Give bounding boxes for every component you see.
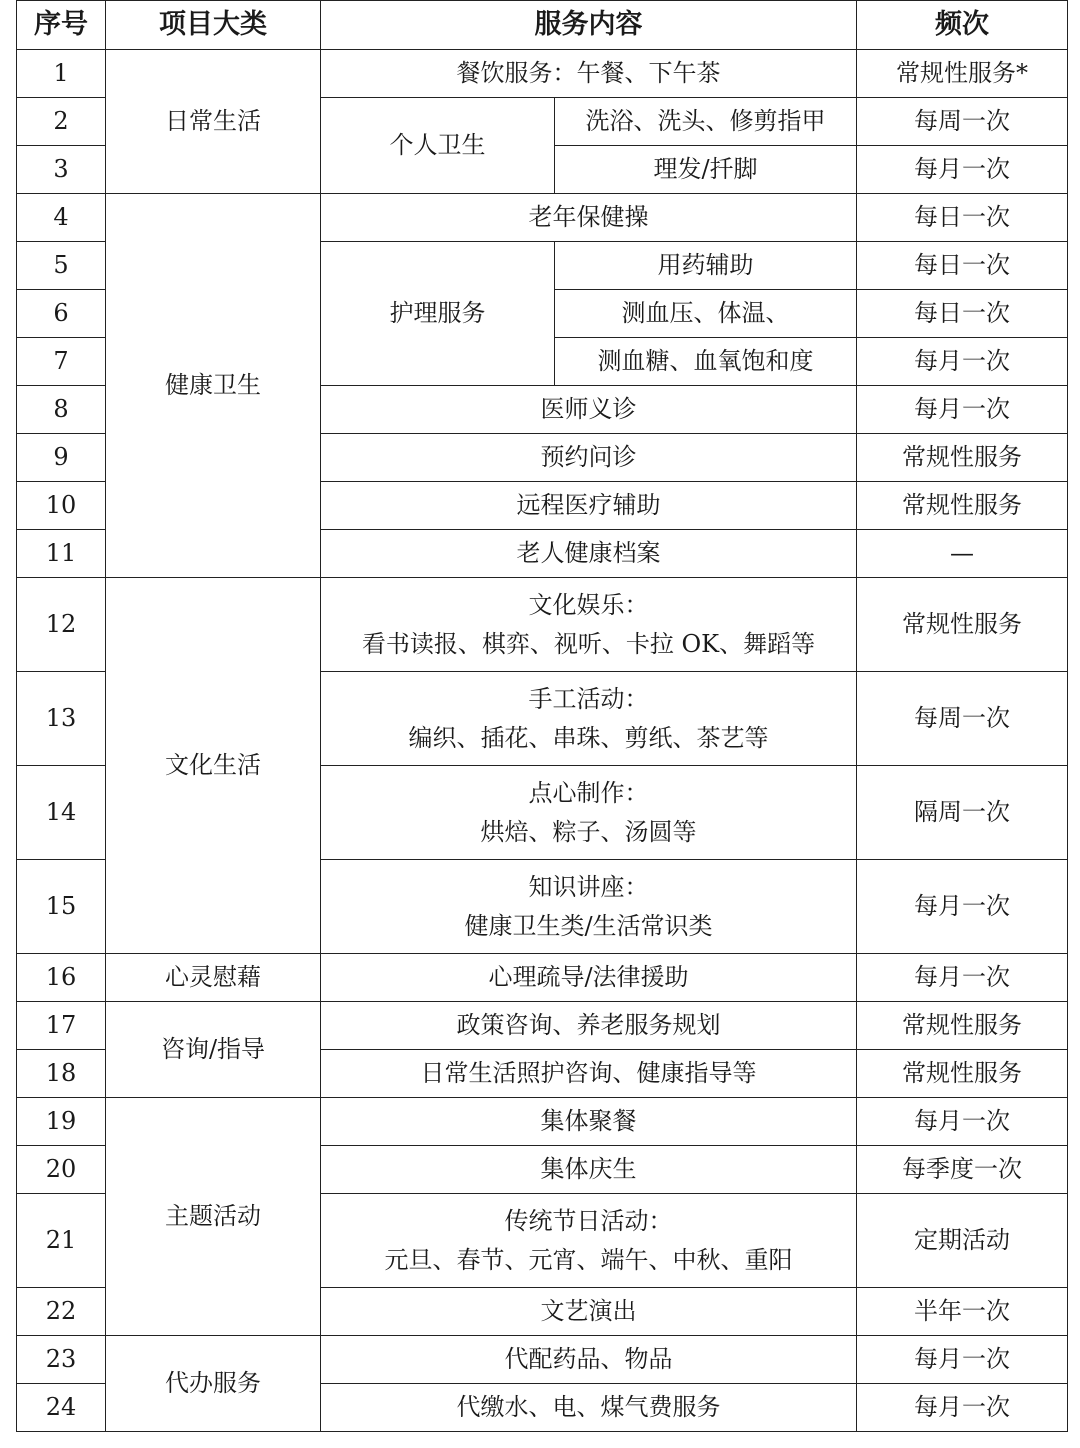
header-frequency: 频次 — [857, 1, 1068, 50]
frequency-cell: 每月一次 — [857, 860, 1068, 954]
content-cell: 老人健康档案 — [321, 530, 857, 578]
content-cell: 理发/扦脚 — [555, 146, 857, 194]
content-cell: 医师义诊 — [321, 386, 857, 434]
content-cell — [321, 578, 857, 672]
content-line-2: 编织、插花、串珠、剪纸、茶艺等 — [408, 723, 769, 752]
row-number: 6 — [17, 290, 106, 338]
row-number: 14 — [17, 766, 106, 860]
subgroup-cell: 护理服务 — [321, 242, 555, 386]
header-category: 项目大类 — [106, 1, 321, 50]
row-number: 3 — [17, 146, 106, 194]
row-number: 15 — [17, 860, 106, 954]
row-number: 19 — [17, 1098, 106, 1146]
row-number: 5 — [17, 242, 106, 290]
table-row — [17, 194, 1068, 242]
table-row — [17, 1336, 1068, 1384]
content-line-2: 元旦、春节、元宵、端午、中秋、重阳 — [384, 1245, 793, 1274]
row-number: 18 — [17, 1050, 106, 1098]
header-row — [17, 1, 1068, 50]
frequency-cell: 每月一次 — [857, 1098, 1068, 1146]
content-cell: 洗浴、洗头、修剪指甲 — [555, 98, 857, 146]
category-cell: 心灵慰藉 — [106, 954, 321, 1002]
service-table — [16, 0, 1068, 1432]
frequency-cell: 每月一次 — [857, 954, 1068, 1002]
content-line-2: 烘焙、粽子、汤圆等 — [480, 817, 697, 846]
frequency-cell: 每月一次 — [857, 1384, 1068, 1432]
content-cell: 集体聚餐 — [321, 1098, 857, 1146]
row-number: 16 — [17, 954, 106, 1002]
frequency-cell: 常规性服务* — [857, 50, 1068, 98]
row-number: 1 — [17, 50, 106, 98]
row-number: 4 — [17, 194, 106, 242]
row-number: 8 — [17, 386, 106, 434]
content-cell: 代缴水、电、煤气费服务 — [321, 1384, 857, 1432]
category-cell: 文化生活 — [106, 578, 321, 954]
table-row — [17, 578, 1068, 672]
content-line-1: 传统节日活动： — [504, 1207, 673, 1236]
content-cell: 用药辅助 — [555, 242, 857, 290]
category-cell: 咨询/指导 — [106, 1002, 321, 1098]
category-cell: 日常生活 — [106, 50, 321, 194]
frequency-cell: 半年一次 — [857, 1288, 1068, 1336]
frequency-cell: 每月一次 — [857, 146, 1068, 194]
content-cell: 测血压、体温、 — [555, 290, 857, 338]
frequency-cell: 常规性服务 — [857, 1002, 1068, 1050]
content-line-2: 健康卫生类/生活常识类 — [464, 911, 713, 940]
row-number: 12 — [17, 578, 106, 672]
content-cell: 日常生活照护咨询、健康指导等 — [321, 1050, 857, 1098]
frequency-cell: — — [857, 530, 1068, 578]
frequency-cell: 每日一次 — [857, 242, 1068, 290]
table-row — [17, 1098, 1068, 1146]
content-line-1: 点心制作： — [528, 779, 649, 808]
content-cell — [321, 860, 857, 954]
content-cell — [321, 672, 857, 766]
frequency-cell: 每月一次 — [857, 338, 1068, 386]
content-line-1: 手工活动： — [528, 685, 649, 714]
content-line-1: 知识讲座： — [528, 873, 649, 902]
content-cell: 集体庆生 — [321, 1146, 857, 1194]
row-number: 17 — [17, 1002, 106, 1050]
header-content: 服务内容 — [321, 1, 857, 50]
frequency-cell: 每月一次 — [857, 386, 1068, 434]
frequency-cell: 每周一次 — [857, 98, 1068, 146]
frequency-cell: 每周一次 — [857, 672, 1068, 766]
row-number: 11 — [17, 530, 106, 578]
content-cell: 文艺演出 — [321, 1288, 857, 1336]
frequency-cell: 常规性服务 — [857, 482, 1068, 530]
category-cell: 代办服务 — [106, 1336, 321, 1432]
category-cell: 主题活动 — [106, 1098, 321, 1336]
table-row — [17, 1002, 1068, 1050]
row-number: 9 — [17, 434, 106, 482]
table-row — [17, 50, 1068, 98]
content-cell: 远程医疗辅助 — [321, 482, 857, 530]
row-number: 13 — [17, 672, 106, 766]
frequency-cell: 隔周一次 — [857, 766, 1068, 860]
content-line-2: 看书读报、棋弈、视听、卡拉 OK、舞蹈等 — [361, 629, 816, 658]
content-cell — [321, 1194, 857, 1288]
content-cell: 餐饮服务：午餐、下午茶 — [321, 50, 857, 98]
content-cell: 测血糖、血氧饱和度 — [555, 338, 857, 386]
frequency-cell: 常规性服务 — [857, 434, 1068, 482]
frequency-cell: 常规性服务 — [857, 578, 1068, 672]
content-cell — [321, 766, 857, 860]
frequency-cell: 常规性服务 — [857, 1050, 1068, 1098]
content-cell: 预约问诊 — [321, 434, 857, 482]
content-cell: 政策咨询、养老服务规划 — [321, 1002, 857, 1050]
row-number: 20 — [17, 1146, 106, 1194]
header-no: 序号 — [17, 1, 106, 50]
row-number: 24 — [17, 1384, 106, 1432]
row-number: 22 — [17, 1288, 106, 1336]
row-number: 2 — [17, 98, 106, 146]
content-cell: 心理疏导/法律援助 — [321, 954, 857, 1002]
content-cell: 代配药品、物品 — [321, 1336, 857, 1384]
frequency-cell: 每日一次 — [857, 194, 1068, 242]
table-row — [17, 954, 1068, 1002]
content-line-1: 文化娱乐： — [528, 591, 649, 620]
row-number: 7 — [17, 338, 106, 386]
frequency-cell: 每日一次 — [857, 290, 1068, 338]
row-number: 21 — [17, 1194, 106, 1288]
content-cell: 老年保健操 — [321, 194, 857, 242]
row-number: 10 — [17, 482, 106, 530]
frequency-cell: 每季度一次 — [857, 1146, 1068, 1194]
subgroup-cell: 个人卫生 — [321, 98, 555, 194]
frequency-cell: 每月一次 — [857, 1336, 1068, 1384]
category-cell: 健康卫生 — [106, 194, 321, 578]
frequency-cell: 定期活动 — [857, 1194, 1068, 1288]
row-number: 23 — [17, 1336, 106, 1384]
